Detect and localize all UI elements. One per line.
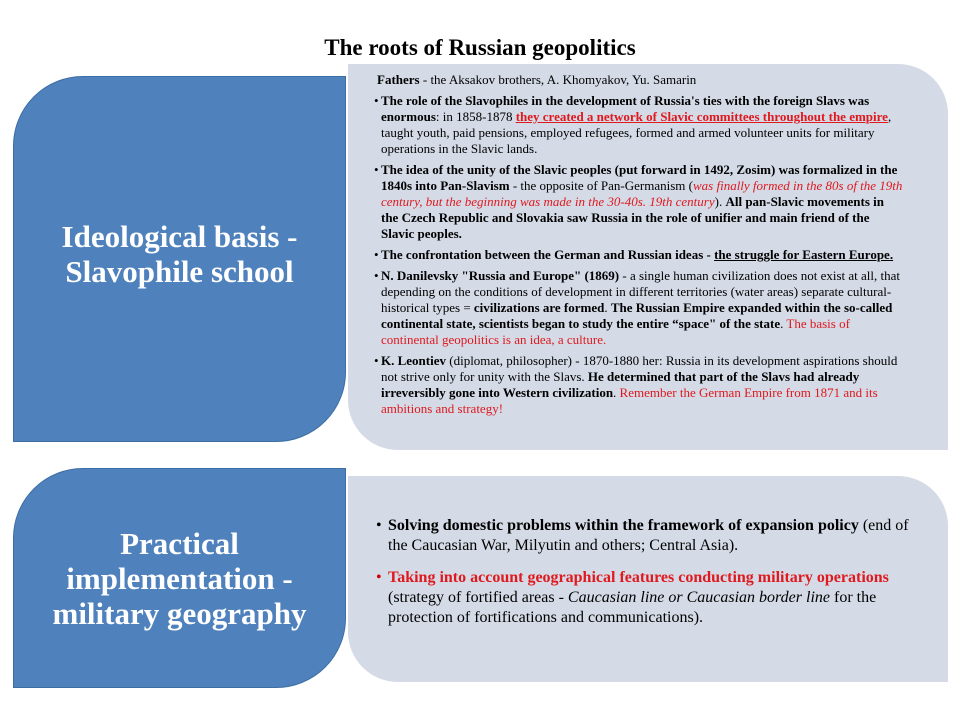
paragraph (374, 268, 904, 348)
text-run: . (780, 316, 787, 331)
text-run: (end of the Caucasian War, Milyutin and others; Central Asia). (388, 517, 909, 554)
text-run: The Russian Empire expanded within the so-called continental state, scientists began to study the entire “space" of the state (381, 300, 893, 331)
bullet-marker: • (374, 268, 379, 283)
bullet-marker: • (374, 162, 379, 177)
text-run: (strategy of fortified areas - (388, 589, 568, 606)
practical-implementation-label-text: Practical implementation - military geography (52, 525, 307, 631)
bullet-marker: • (374, 93, 379, 108)
text-run: . (613, 385, 620, 400)
text-run: - the Aksakov brothers, A. Khomyakov, Yu. Samarin (419, 72, 697, 87)
bullet-marker: • (376, 517, 382, 534)
text-run: Taking into account geographical features conducting military operations (388, 569, 889, 586)
practical-implementation-panel (348, 476, 948, 682)
text-run: - the opposite of Pan-Germanism ( (509, 178, 693, 193)
text-run: The idea of the unity of the Slavic peoples (put forward in 1492, Zosim) was formalized in the 1840s into Pan-Slavism (381, 162, 898, 193)
paragraph (374, 353, 904, 417)
text-run: N. Danilevsky "Russia and Europe" (1869) (381, 268, 620, 283)
text-run: The role of the Slavophiles in the development of Russia's ties with the foreign Slavs was enormous (381, 93, 870, 124)
text-run: the struggle for Eastern Europe. (714, 247, 894, 262)
bullet-marker: • (376, 569, 382, 586)
text-run: Fathers (377, 72, 420, 87)
text-run: Caucasian line or Caucasian border line (567, 589, 830, 606)
text-run: He determined that part of the Slavs had already irreversibly gone into Western civilization (381, 369, 860, 400)
text-run: The confrontation between the German and Russian ideas - (381, 247, 715, 262)
ideological-basis-panel (348, 64, 948, 450)
slide-title: The roots of Russian geopolitics (324, 35, 636, 60)
bullet-marker: • (374, 353, 379, 368)
text-run: (diplomat, philosopher) - 1870-1880 her: Russia in its development aspirations should not strive only for unity with the Slavs. (381, 353, 898, 384)
text-run: . (604, 300, 611, 315)
paragraph (374, 93, 904, 157)
paragraph (374, 72, 904, 88)
text-run: - a single human civilization does not exist at all, that depending on the conditions of development in different territories (water areas) separate cultural-historical types = (381, 268, 901, 315)
text-run: The basis of continental geopolitics is an idea, a culture. (381, 316, 850, 347)
paragraph (374, 162, 904, 242)
text-run: Remember the German Empire from 1871 and its ambitions and strategy! (381, 385, 878, 416)
bullet-marker: • (374, 247, 379, 262)
ideological-basis-label (13, 76, 346, 442)
text-run: : in 1858-1878 (435, 109, 516, 124)
text-run: ). (714, 194, 726, 209)
paragraph (376, 516, 912, 556)
paragraph (374, 247, 904, 263)
ideological-basis-label-text: Ideological basis - Slavophile school (61, 219, 298, 289)
text-run: , taught youth, paid pensions, employed refugees, formed and armed volunteer units for military operations in the Slavic lands. (381, 109, 892, 156)
text-run: they created a network of Slavic committees throughout the empire (515, 109, 888, 124)
text-run: All pan-Slavic movements in the Czech Republic and Slovakia saw Russia in the role of unifier and main friend of the Slavic peoples. (381, 194, 885, 241)
text-run: civilizations are formed (473, 300, 605, 315)
practical-implementation-label (13, 468, 346, 688)
text-run: K. Leontiev (381, 353, 446, 368)
text-run: was finally formed in the 80s of the 19th century, but the beginning was made in the 30-40s. 19th century (381, 178, 903, 209)
text-run: for the protection of fortifications and communications). (388, 589, 877, 626)
paragraph (376, 568, 912, 628)
text-run: Solving domestic problems within the framework of expansion policy (388, 517, 859, 534)
